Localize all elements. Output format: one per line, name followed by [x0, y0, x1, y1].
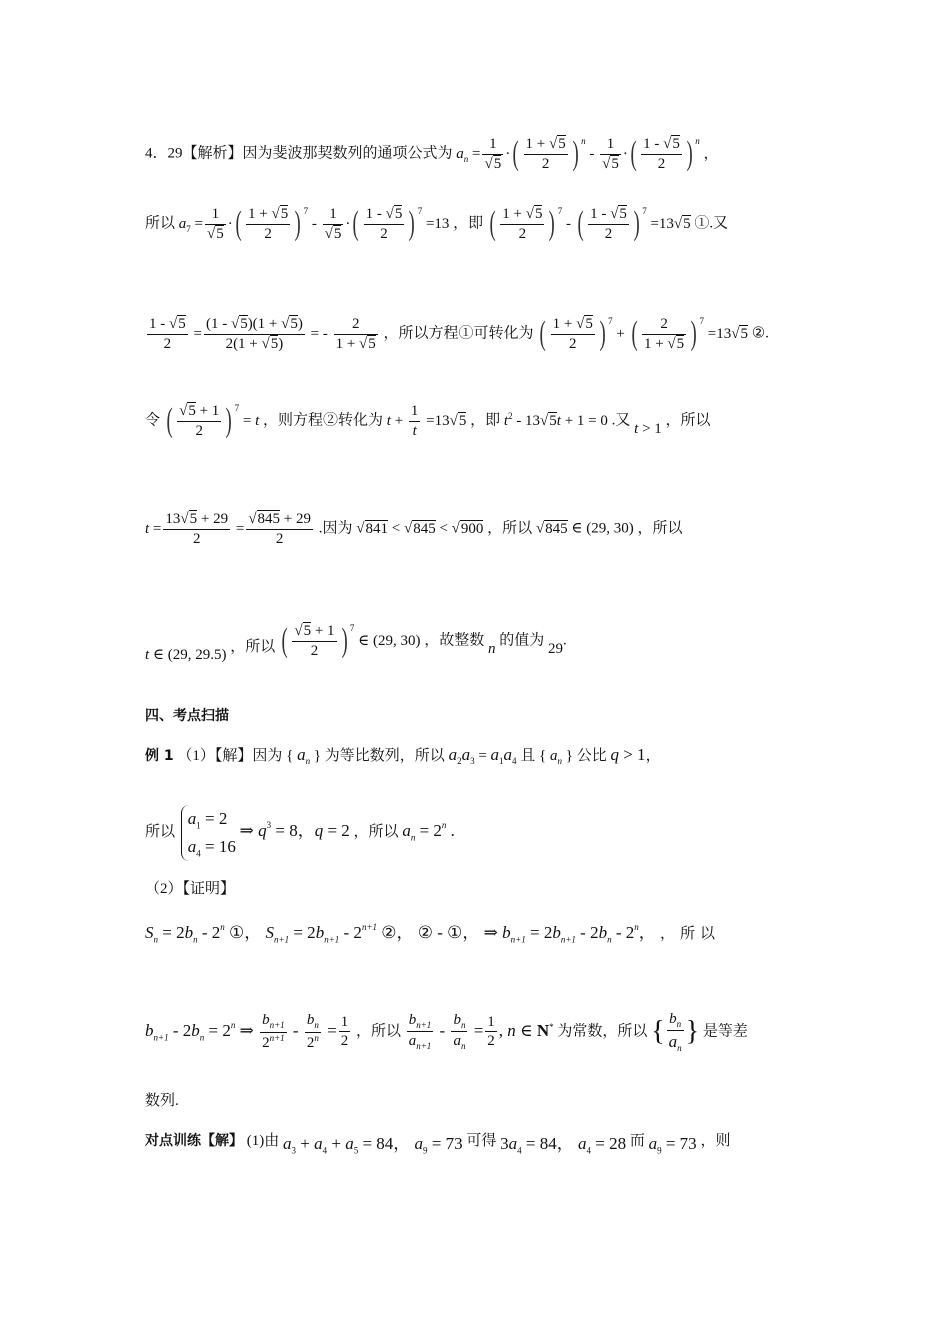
proof-line-1 — [145, 922, 820, 945]
formula-an-closed: $a_n = 2^n$ . — [402, 820, 455, 843]
formula-ratio-diff: $\frac{b_{n+1}}{a_{n+1}}$ - $\frac{b_n}{a_n}$ = $\frac{1}{2}$ , n ∈ N* — [408, 1012, 554, 1052]
so-text-5: ，所以 — [230, 638, 276, 655]
formula-seq-an-2: { $a_n$ } — [539, 748, 573, 766]
example1-label: 例 1 — [145, 748, 174, 764]
formula-sqrt-ineq: √841 < √845 < √900 — [356, 520, 484, 537]
let-text: 令 — [145, 412, 161, 429]
a7-line — [145, 205, 820, 244]
while-text: 而 — [629, 1133, 645, 1149]
t-value-line — [145, 510, 820, 549]
formula-transform: $\frac{1 - √5}{2}$ = $\frac{(1 - √5)(1 + √5)}{2(1 + √5)}$ = - $\frac{2}{1 + √5}$ — [149, 316, 376, 352]
formula-n: n — [488, 640, 496, 657]
formula-q-gt-1: q > 1 — [610, 745, 646, 764]
formula-system: $a_1 = 2$ $a_4 = 16$ — [181, 805, 236, 861]
so-text: 所以 — [145, 215, 176, 232]
eq2-tail: ②. — [751, 325, 769, 342]
formula-3a4: $3a_4 = 84$， $a_4 = 28$ — [500, 1134, 627, 1156]
obtain-text: 可得 — [466, 1133, 497, 1149]
formula-power-interval: ( $\frac{√5 + 1}{2}$ ) $^7$ ∈ (29, 30) — [281, 622, 421, 660]
so-text-3: ，所以 — [487, 520, 533, 537]
conclusion-line: t ∈ (29, 29.5) ，所以 ( $\frac{√5 + 1}{2}$ ) $^7$ ∈ (29, 30) ，故整数 n 的值为 29. — [145, 622, 567, 663]
and-text: 且 — [520, 748, 536, 764]
formula-t-value: t = $\frac{13√5 + 29}{2}$ = $\frac{√845 + 29}{2}$ — [145, 511, 312, 547]
training-label: 对点训练【解】 — [145, 1133, 243, 1149]
analysis-intro: 4．29【解析】因为斐波那契数列的通项公式为 — [145, 145, 453, 162]
value-text: 的值为 — [499, 632, 545, 649]
transform-text: ，所以方程①可转化为 — [383, 325, 534, 342]
formula-a7: $a_7$ = $\frac{1}{√5}$ ·( $\frac{1 + √5}{2}$ ) $^7$ - $\frac{1}{√5}$ ·( $\frac{1 - √5}{2}$ ) $^7$ =13 — [178, 205, 450, 243]
formula-sum-84: $a_3 + a_4 + a_5 = 84$， $a_9 = 73$ — [283, 1134, 463, 1156]
formula-eq2: ( $\frac{1 + √5}{2}$ ) $^7$ + ( $\frac{2}{1 + √5}$ ) $^7$ =13√5 — [539, 315, 748, 353]
so-text-8: ，所以 — [660, 926, 721, 942]
so-text-4: ，所以 — [637, 520, 683, 537]
constant-text: 为常数，所以 — [557, 1023, 648, 1040]
section-heading: 四、考点扫描 — [145, 708, 229, 724]
ie-text-2: ，即 — [470, 412, 501, 429]
formula-eq1: ( $\frac{1 + √5}{2}$ ) $^7$ - ( $\frac{1 - √5}{2}$ ) $^7$ =13√5 — [489, 205, 691, 243]
integer-text: ，故整数 — [424, 632, 485, 649]
ie-text: ，即 — [453, 215, 484, 232]
proof-line-3: 数列. — [145, 1093, 179, 1109]
formula-a9: $a_9 = 73$ — [648, 1134, 697, 1156]
then-text: ，则方程②转化为 — [263, 412, 384, 429]
training-line — [145, 1130, 820, 1156]
formula-an: $a_n$ = $\frac{1}{√5}$ ·( $\frac{1 + √5}{2}$ ) $^n$ - $\frac{1}{√5}$ ·( $\frac{1 - √5}{2}$ ) $^n$ ， — [456, 135, 719, 173]
eq1-tail: ①.又 — [694, 215, 729, 232]
formula-29: 29 — [548, 640, 564, 657]
formula-quadratic: $t^2 - 13√5t + 1 = 0$ — [503, 410, 608, 429]
proof-line-2 — [145, 1010, 820, 1055]
also-text: .又 — [611, 412, 631, 429]
so-text-2: ，所以 — [665, 412, 711, 429]
example1-intro: （1）【解】因为 — [177, 748, 283, 764]
example1-line: 例 1 （1）【解】因为 { $a_n$ } 为等比数列，所以 $a_2a_3 = a_1a_4$ 且 { $a_n$ } 公比 q > 1， — [145, 745, 661, 766]
fib-formula-line — [145, 135, 820, 174]
ratio-text: 公比 — [576, 748, 607, 764]
substitution-line — [145, 402, 820, 441]
formula-t-def: ( $\frac{√5 + 1}{2}$ ) $^7$ = t — [166, 402, 260, 440]
formula-sqrt-interval: √845 ∈ (29, 30) — [535, 520, 634, 537]
formula-seq-an: { $a_n$ } — [286, 745, 322, 766]
formula-t-interval: t ∈ (29, 29.5) — [145, 646, 227, 663]
transform-line — [145, 315, 820, 354]
formula-bn-over-an: { $\frac{b_n}{a_n}$ } — [651, 1011, 700, 1054]
formula-t-eq: t + $\frac{1}{t}$ =13√5 — [386, 403, 467, 439]
formula-sn-relations: $S_n = 2b_n - 2^n$ ①， $S_{n+1} = 2b_{n+1} - 2^{n+1}$ ②， ② - ①， ⇒ $b_{n+1} = 2b_{n+1} - 2b_n - 2^n$， — [145, 922, 656, 945]
then-text-2: ，则 — [700, 1133, 731, 1149]
because-text: .因为 — [318, 520, 353, 537]
formula-t-gt-1: t > 1 — [634, 420, 662, 437]
so-text-9: ，所以 — [355, 1023, 401, 1040]
so-text-7: ，所以 — [353, 824, 399, 841]
formula-a2a3: $a_2a_3 = a_1a_4$ — [448, 745, 517, 766]
geometric-text: 为等比数列，所以 — [324, 748, 445, 764]
so-text-6: 所以 — [145, 824, 176, 841]
example1-system-line — [145, 805, 820, 861]
proof-heading: （2）【证明】 — [145, 881, 236, 897]
formula-bn-recursion: $b_{n+1} - 2b_n = 2^n$ ⇒ $\frac{b_{n+1}}{2^{n+1}}$ - $\frac{b_n}{2^n}$ = $\frac{1}{2}$ — [145, 1012, 349, 1051]
formula-q-cube: ⇒ $q^3 = 8$，q = 2 — [239, 820, 350, 841]
arithmetic-text: 是等差 — [702, 1023, 748, 1040]
training-intro: (1)由 — [246, 1133, 280, 1149]
